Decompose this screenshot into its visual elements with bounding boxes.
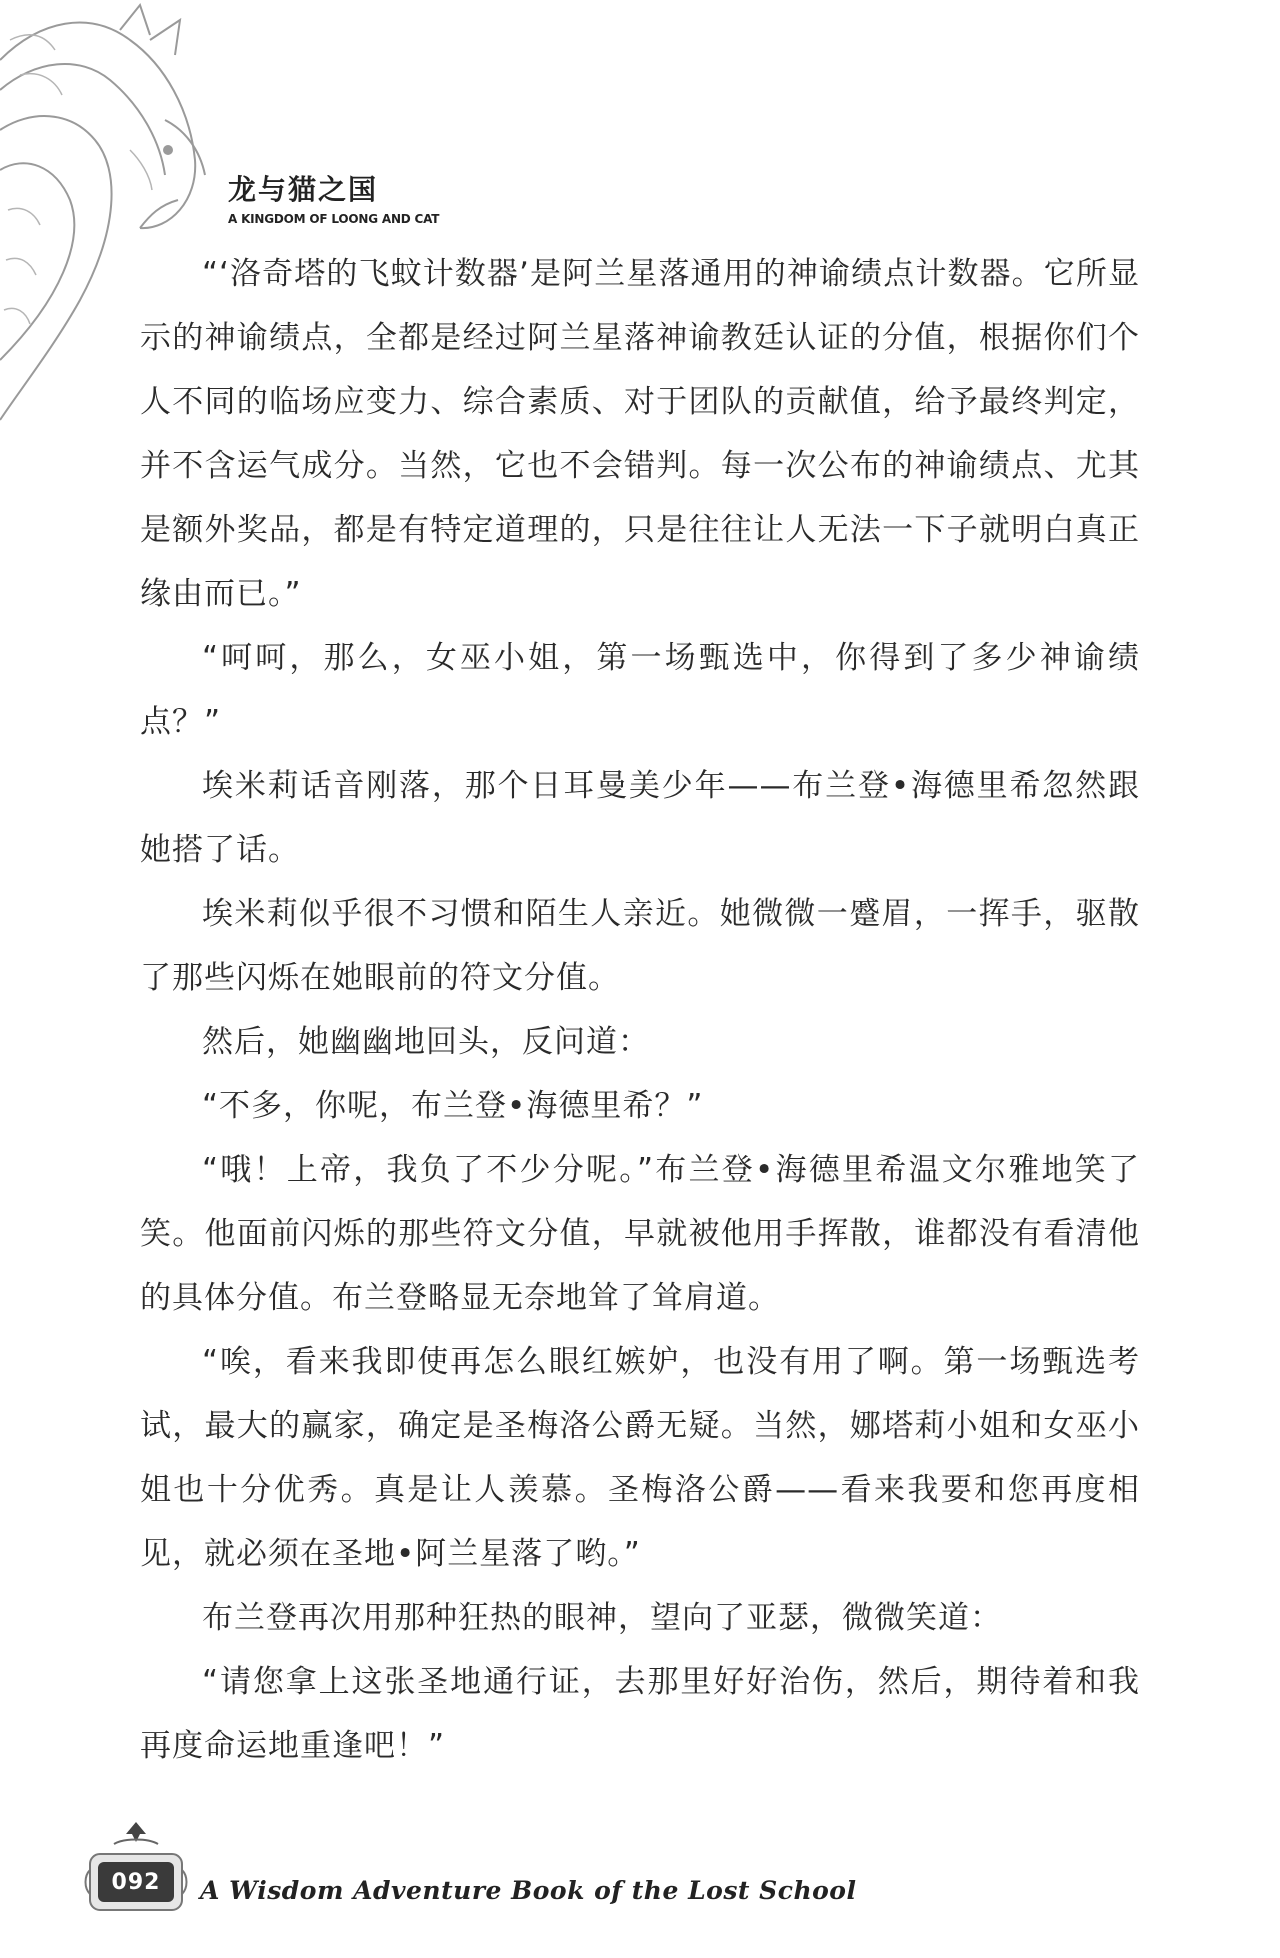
book-title-chinese: 龙与猫之国 <box>228 173 379 206</box>
body-text <box>140 242 1140 1778</box>
paragraph: 布兰登再次用那种狂热的眼神，望向了亚瑟，微微笑道： <box>202 1600 1002 1636</box>
footer-book-title: A Wisdom Adventure Book of the Lost School <box>200 1876 857 1905</box>
running-head <box>228 168 439 226</box>
paragraph: “不多，你呢，布兰登•海德里希？” <box>202 1088 704 1124</box>
paragraph: 然后，她幽幽地回头，反问道： <box>202 1024 650 1060</box>
page-number: 092 <box>111 1870 161 1895</box>
book-title-english: A KINGDOM OF LOONG AND CAT <box>228 212 440 226</box>
paragraph: “呵呵，那么，女巫小姐，第一场甄选中，你得到了多少神谕绩点？” <box>140 640 1140 740</box>
paragraph: 埃米莉似乎很不习惯和陌生人亲近。她微微一蹙眉，一挥手，驱散了那些闪烁在她眼前的符文分值。 <box>140 896 1140 996</box>
page-footer <box>84 1820 1084 1920</box>
paragraph: “唉，看来我即使再怎么眼红嫉妒，也没有用了啊。第一场甄选考试，最大的赢家，确定是圣梅洛公爵无疑。当然，娜塔莉小姐和女巫小姐也十分优秀。真是让人羡慕。圣梅洛公爵——看来我要和您再度相见，就必须在圣地•阿兰星落了哟。” <box>140 1344 1140 1572</box>
paragraph: “请您拿上这张圣地通行证，去那里好好治伤，然后，期待着和我再度命运地重逢吧！” <box>140 1664 1140 1764</box>
paragraph: “哦！上帝，我负了不少分呢。”布兰登•海德里希温文尔雅地笑了笑。他面前闪烁的那些符文分值，早就被他用手挥散，谁都没有看清他的具体分值。布兰登略显无奈地耸了耸肩道。 <box>140 1152 1140 1316</box>
paragraph: 埃米莉话音刚落，那个日耳曼美少年——布兰登•海德里希忽然跟她搭了话。 <box>140 768 1140 868</box>
paragraph: “‘洛奇塔的飞蚊计数器’是阿兰星落通用的神谕绩点计数器。它所显示的神谕绩点，全都是经过阿兰星落神谕教廷认证的分值，根据你们个人不同的临场应变力、综合素质、对于团队的贡献值，给予最终判定，并不含运气成分。当然，它也不会错判。每一次公布的神谕绩点、尤其是额外奖品，都是有特定道理的，只是往往让人无法一下子就明白真正缘由而已。” <box>140 256 1140 612</box>
